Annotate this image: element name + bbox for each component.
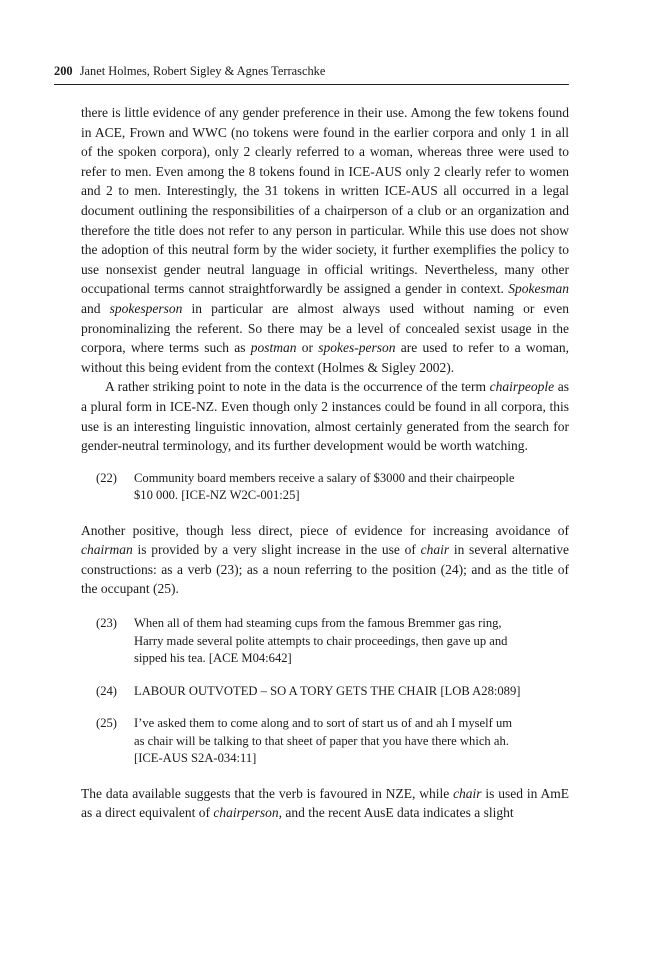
example-24 (96, 683, 569, 701)
italic-term: chairman (81, 542, 133, 558)
example-line: Harry made several polite attempts to chair proceedings, then gave up and (134, 633, 508, 648)
example-line: I’ve asked them to come along and to sort of start us of and ah I myself um (134, 716, 513, 731)
example-text (134, 715, 554, 768)
italic-term: chairperson, (213, 805, 282, 821)
text-run: Another positive, though less direct, piece of evidence for increasing avoidance of (81, 522, 569, 538)
page-number: 200 (54, 64, 73, 78)
italic-term: spokesperson (109, 300, 183, 316)
example-number: (23) (96, 616, 117, 631)
body-text (81, 103, 569, 823)
example-line: When all of them had steaming cups from the famous Bremmer gas ring, (134, 616, 502, 631)
text-run: is used in AmE as a direct equivalent of (81, 785, 569, 821)
italic-term: chair (420, 542, 450, 558)
italic-term: spokes-person (318, 340, 396, 356)
running-header (54, 62, 569, 85)
example-text (134, 470, 554, 505)
example-line: $10 000. [ICE-NZ W2C-001:25] (134, 488, 300, 503)
text-run: is provided by a very slight increase in the use of (132, 542, 421, 558)
example-line: as chair will be talking to that sheet of paper that you have there which ah. (134, 733, 509, 748)
italic-term: postman (250, 340, 297, 356)
text-run: there is little evidence of any gender preference in their use. Among the few tokens found in ACE, Frown and WWC (no tokens were found in the earlier corpora and only 1 in all of the spoken corpora), only 2 clearly referred to a woman, whereas three were used to refer to men. Even among the 8 tokens found in ICE-AUS only 2 clearly refer to women and 2 to men. Interestingly, the 31 tokens in written ICE-AUS all occurred in a legal document outlining the responsibilities of a chairperson of a club or an organization and therefore the title does not refer to any person in particular. While this use does not show the adoption of this neutral form by the wider society, it further exemplifies the policy to use nonsexist gender neutral language in official writings. Nevertheless, many other occupational terms cannot straightforwardly be assigned a gender in context. (81, 105, 569, 297)
text-run: and (81, 300, 110, 316)
paragraph-1 (81, 103, 569, 377)
text-run: or (296, 340, 319, 356)
running-header-authors: Janet Holmes, Robert Sigley & Agnes Terraschke (79, 64, 326, 78)
example-number: (22) (96, 470, 117, 485)
italic-term: Spokesman (508, 281, 569, 297)
example-number: (24) (96, 683, 117, 698)
text-run: are used to refer to a woman, without this being evident from the context (Holmes & Sigley 2002). (81, 340, 569, 375)
example-text (134, 615, 554, 668)
paragraph-4 (81, 784, 569, 823)
example-line: sipped his tea. [ACE M04:642] (134, 651, 292, 666)
paragraph-3 (81, 521, 569, 599)
example-25 (96, 715, 569, 768)
text-run: in several alternative constructions: as a verb (23); as a noun referring to the position (24); and as the title of the occupant (25). (81, 542, 569, 597)
example-22 (96, 470, 569, 505)
italic-term: chair (453, 785, 482, 801)
text-run: as a plural form in ICE-NZ. Even though only 2 instances could be found in all corpora, this use is an interesting linguistic innovation, almost certainly generated from the search for gender-neutral terminology, and its further development would be worth watching. (81, 379, 569, 454)
example-line: Community board members receive a salary of $3000 and their chairpeople (134, 470, 515, 485)
example-text (134, 683, 554, 701)
italic-term: chairpeople (489, 379, 555, 395)
text-run: A rather striking point to note in the data is the occurrence of the term (105, 379, 490, 395)
example-23 (96, 615, 569, 668)
example-number: (25) (96, 716, 117, 731)
example-line: LABOUR OUTVOTED – SO A TORY GETS THE CHAIR [LOB A28:089] (134, 683, 521, 698)
text-run: in particular are almost always used without naming or even pronominalizing the referent. So there may be a level of concealed sexist usage in the corpora, where terms such as (81, 300, 570, 356)
paragraph-2 (81, 377, 569, 455)
text-run: The data available suggests that the verb is favoured in NZE, while (81, 785, 454, 801)
example-line: [ICE-AUS S2A-034:11] (134, 751, 257, 766)
text-run: and the recent AusE data indicates a slight (281, 805, 514, 821)
